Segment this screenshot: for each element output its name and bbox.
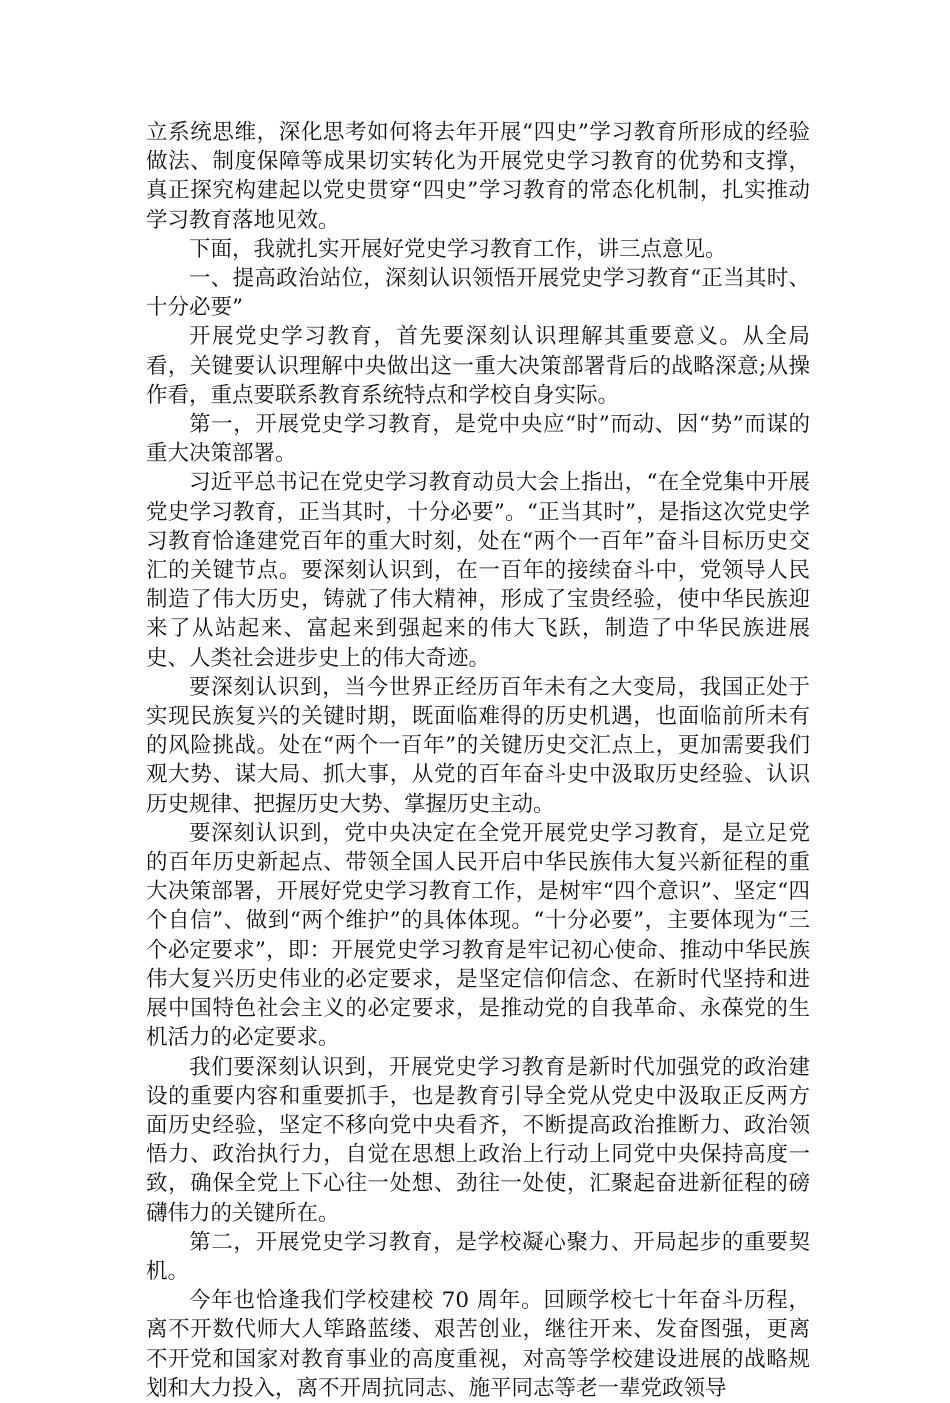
paragraph: 我们要深刻认识到，开展党史学习教育是新时代加强党的政治建设的重要内容和重要抓手，也是教育引导全党从党史中汲取正反两方面历史经验，坚定不移向党中央看齐，不断提高政治推断力、政治领悟力、政治执行力，自觉在思想上政治上行动上同党中央保持高度一致，确保全党上下心往一处想、劲往一处使，汇聚起奋进新征程的磅礴伟力的关键所在。	[146, 1054, 810, 1226]
subsection-heading: 第一，开展党史学习教育，是党中央应“时”而动、因“势”而谋的重大决策部署。	[146, 412, 810, 467]
subsection-heading: 第二，开展党史学习教育，是学校凝心聚力、开局起步的重要契机。	[146, 1229, 810, 1284]
paragraph: 要深刻认识到，党中央决定在全党开展党史学习教育，是立足党的百年历史新起点、带领全国人民开启中华民族伟大复兴新征程的重大决策部署，开展好党史学习教育工作，是树牢“四个意识”、坚定“四个自信”、做到“两个维护”的具体体现。“十分必要”，主要体现为“三个必定要求”，即：开展党史学习教育是牢记初心使命、推动中华民族伟大复兴历史伟业的必定要求，是坚定信仰信念、在新时代坚持和进展中国特色社会主义的必定要求，是推动党的自我革命、永葆党的生机活力的必定要求。	[146, 820, 810, 1051]
paragraph: 开展党史学习教育，首先要深刻认识理解其重要意义。从全局看，关键要认识理解中央做出这一重大决策部署背后的战略深意;从操作看，重点要联系教育系统特点和学校自身实际。	[146, 324, 810, 408]
paragraph: 习近平总书记在党史学习教育动员大会上指出，“在全党集中开展党史学习教育，正当其时，十分必要”。“正当其时”，是指这次党史学习教育恰逢建党百年的重大时刻，处在“两个一百年”奋斗目标历史交汇的关键节点。要深刻认识到，在一百年的接续奋斗中，党领导人民制造了伟大历史，铸就了伟大精神，形成了宝贵经验，使中华民族迎来了从站起来、富起来到强起来的伟大飞跃，制造了中华民族进展史、人类社会进步史上的伟大奇迹。	[146, 470, 810, 671]
paragraph: 立系统思维，深化思考如何将去年开展“四史”学习教育所形成的经验做法、制度保障等成果切实转化为开展党史学习教育的优势和支撑，真正探究构建起以党史贯穿“四史”学习教育的常态化机制，扎实推动学习教育落地见效。	[146, 120, 810, 233]
paragraph: 要深刻认识到，当今世界正经历百年未有之大变局，我国正处于实现民族复兴的关键时期，既面临难得的历史机遇，也面临前所未有的风险挑战。处在“两个一百年”的关键历史交汇点上，更加需要我们观大势、谋大局、抓大事，从党的百年奋斗史中汲取历史经验、认识历史规律、把握历史大势、掌握历史主动。	[146, 674, 810, 817]
section-heading: 一、提高政治站位，深刻认识领悟开展党史学习教育“正当其时、十分必要”	[146, 266, 810, 321]
document-body	[146, 118, 810, 1403]
paragraph: 下面，我就扎实开展好党史学习教育工作，讲三点意见。	[189, 236, 727, 262]
paragraph: 今年也恰逢我们学校建校 70 周年。回顾学校七十年奋斗历程，离不开数代师大人筚路蓝缕、艰苦创业，继往开来、发奋图强，更离不开党和国家对教育事业的高度重视，对高等学校建设进展的战略规划和大力投入，离不开周抗同志、施平同志等老一辈党政领导	[146, 1288, 810, 1401]
